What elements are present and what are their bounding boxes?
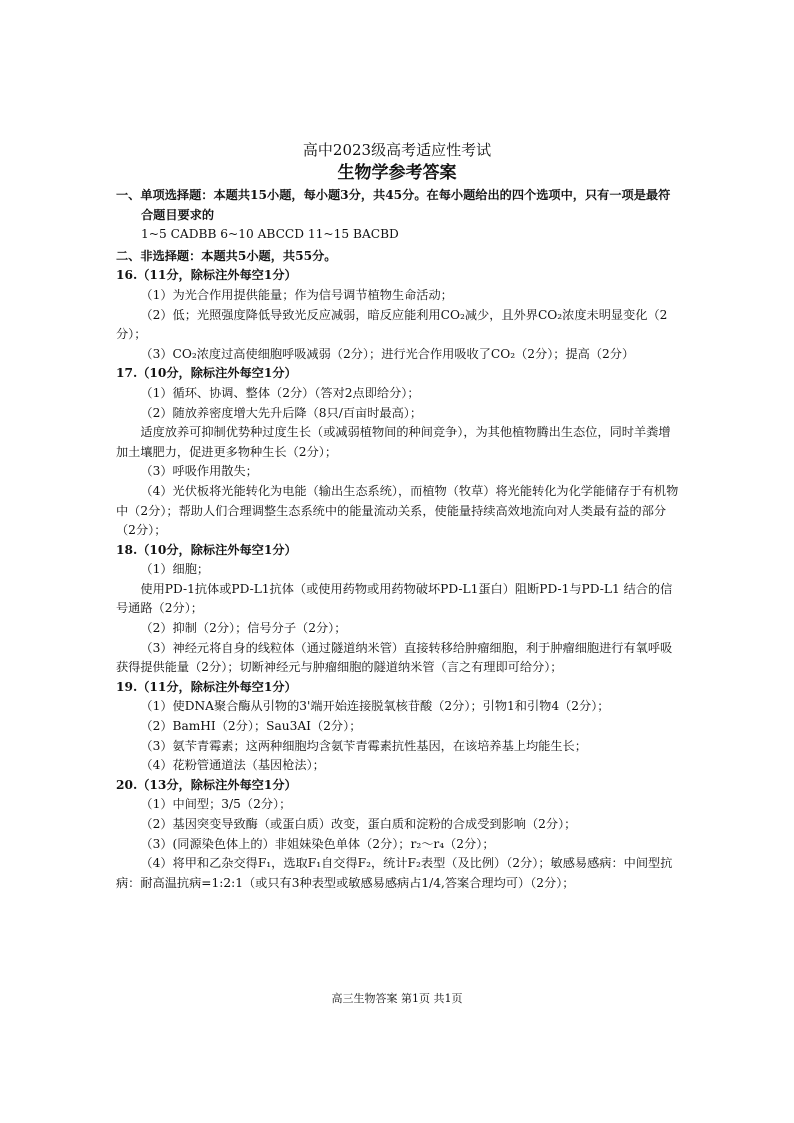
q20-line: （1）中间型；3/5（2分）； bbox=[140, 797, 292, 812]
q17-line: （4）光伏板将光能转化为电能（输出生态系统），而植物（牧草）将光能转化为化学能储存于有机物中（2分）；帮助人们合理调整生态系统中的能量流动关系，使能量持续高效地流向对人类最有益的部分（2分）； bbox=[116, 483, 679, 538]
q19-line: （4）花粉管通道法（基因枪法）； bbox=[140, 758, 325, 773]
q19-title: 19.（11分，除标注外每空1分） bbox=[116, 679, 297, 694]
q18-line: （2）抑制（2分）；信号分子（2分）； bbox=[140, 621, 347, 636]
q20-line: （4）将甲和乙杂交得F₁，选取F₁自交得F₂，统计F₂表型（及比例）（2分）；敏感易感病：中间型抗病：耐高温抗病=1:2:1（或只有3种表型或敏感易感病占1/4,答案合理均可）（2分）； bbox=[116, 856, 673, 890]
q20-line: （3）(同源染色体上的）非姐妹染色单体（2分）；r₂～r₄（2分）； bbox=[140, 836, 495, 851]
q16-line: （1）为光合作用提供能量；作为信号调节植物生命活动； bbox=[140, 287, 453, 302]
q20-title: 20.（13分，除标注外每空1分） bbox=[116, 777, 297, 792]
q19-line: （2）BamHⅠ（2分）；Sau3AⅠ（2分）； bbox=[140, 719, 362, 734]
section1-answers: 1~5 CADBB 6~10 ABCCD 11~15 BACBD bbox=[141, 227, 399, 242]
q19-line: （3）氨苄青霉素；这两种细胞均含氨苄青霉素抗性基因，在该培养基上均能生长； bbox=[140, 738, 587, 753]
answer-body bbox=[116, 186, 681, 893]
q18-line: （3）神经元将自身的线粒体（通过隧道纳米管）直接转移给肿瘤细胞，利于肿瘤细胞进行有氧呼吸获得提供能量（2分）；切断神经元与肿瘤细胞的隧道纳米管（言之有理即可给分）； bbox=[116, 640, 673, 675]
q17-line: （1）循环、协调、整体（2分）（答对2点即给分）； bbox=[140, 385, 420, 400]
q20-line: （2）基因突变导致酶（或蛋白质）改变，蛋白质和淀粉的合成受到影响（2分）； bbox=[140, 817, 577, 831]
section2-heading: 二、非选择题：本题共5小题，共55分。 bbox=[116, 248, 337, 263]
q17-line: 适度放养可抑制优势种过度生长（或减弱植物间的种间竞争），为其他植物腾出生态位，同时羊粪增加土壤肥力，促进更多物种生长（2分）； bbox=[116, 425, 671, 459]
q16-line: （2）低；光照强度降低导致光反应减弱，暗反应能利用CO₂减少，且外界CO₂浓度未明显变化（2分）； bbox=[116, 307, 668, 342]
q18-line: （1）细胞； bbox=[140, 562, 210, 577]
q17-title: 17.（10分，除标注外每空1分） bbox=[116, 366, 297, 381]
q19-line: （1）使DNA聚合酶从引物的3'端开始连接脱氧核苷酸（2分）；引物1和引物4（2分）； bbox=[140, 699, 610, 714]
exam-title: 高中2023级高考适应性考试 bbox=[302, 141, 492, 159]
document-title: 生物学参考答案 bbox=[337, 163, 457, 183]
q16-line: （3）CO₂浓度过高使细胞呼吸减弱（2分）；进行光合作用吸收了CO₂（2分）；提高（2分） bbox=[140, 346, 635, 361]
q18-title: 18.（10分，除标注外每空1分） bbox=[116, 542, 297, 557]
q16-title: 16.（11分，除标注外每空1分） bbox=[116, 268, 297, 283]
section1-heading: 一、单项选择题：本题共15小题，每小题3分，共45分。在每小题给出的四个选项中，只有一项是最符合题目要求的 bbox=[116, 188, 671, 222]
q17-line: （2）随放养密度增大先升后降（8只/百亩时最高）； bbox=[140, 405, 423, 420]
page-footer: 高三生物答案 第1页 共1页 bbox=[331, 992, 463, 1005]
q17-line: （3）呼吸作用散失； bbox=[140, 464, 258, 479]
q18-line: 使用PD-1抗体或PD-L1抗体（或使用药物或用药物破坏PD-L1蛋白）阻断PD-1与PD-L1 结合的信号通路（2分）； bbox=[116, 581, 673, 616]
